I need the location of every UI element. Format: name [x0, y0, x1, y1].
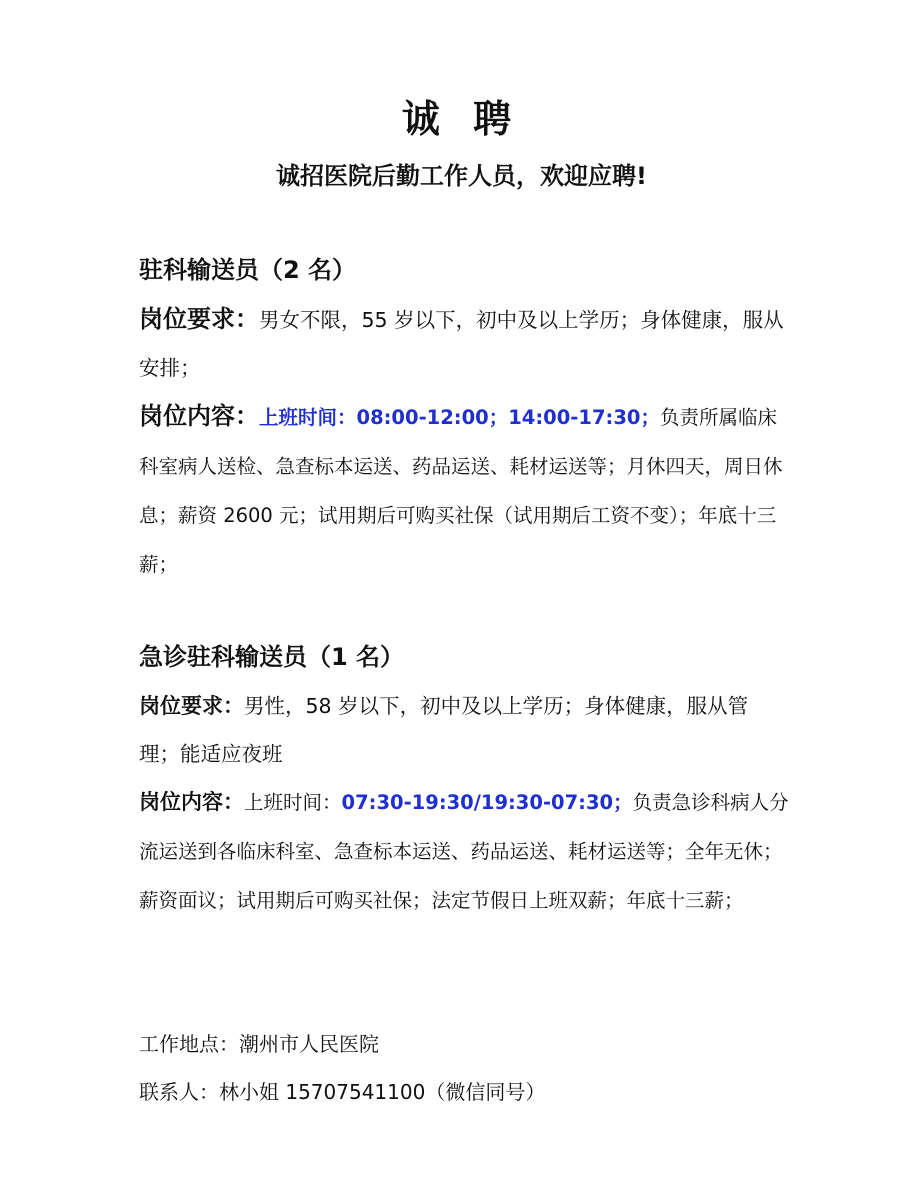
job-2-work-hours: 07:30-19:30/19:30-07:30；	[341, 791, 633, 814]
job-2-requirements-text: 男性，58 岁以下，初中及以上学历；身体健康，服从管理；能适应夜班	[139, 694, 749, 766]
work-location: 工作地点：潮州市人民医院	[139, 1032, 379, 1056]
job-1-content-text: 负责所属临床科室病人送检、急查标本运送、药品运送、耗材运送等；月休四天，周日休息；薪资 2600 元；试用期后可购买社保（试用期后工资不变）；年底十三薪；	[139, 406, 783, 576]
contact-section	[139, 1020, 789, 1116]
job-1-requirements	[139, 295, 789, 392]
job-2-requirements-label: 岗位要求：	[139, 694, 244, 718]
job-2-content-text: 负责急诊科病人分流运送到各临床科室、急查标本运送、药品运送、耗材运送等；全年无休；薪资面议；试用期后可购买社保；法定节假日上班双薪；年底十三薪；	[139, 791, 789, 912]
job-2-content-label: 岗位内容：	[139, 790, 244, 814]
job-2-requirements	[139, 682, 789, 778]
job-2-content	[139, 778, 789, 925]
job-1-work-hours: 上班时间：08:00-12:00；14:00-17:30；	[259, 406, 660, 429]
job-1-requirements-label: 岗位要求：	[139, 305, 259, 333]
page-subtitle: 诚招医院后勤工作人员，欢迎应聘!	[276, 162, 647, 190]
job-2-work-hours-prefix: 上班时间：	[244, 791, 342, 814]
contact-info: 联系人：林小姐 15707541100（微信同号）	[139, 1080, 546, 1104]
job-1-content-label: 岗位内容：	[139, 402, 259, 430]
job-1-heading: 驻科输送员（2 名）	[139, 256, 357, 284]
page-title: 诚 聘	[401, 97, 522, 141]
job-section-1	[139, 255, 789, 589]
job-1-content	[139, 392, 789, 589]
job-2-heading: 急诊驻科输送员（1 名）	[139, 643, 405, 671]
job-section-2	[139, 642, 789, 925]
job-1-requirements-text: 男女不限，55 岁以下，初中及以上学历；身体健康，服从安排；	[139, 308, 784, 380]
